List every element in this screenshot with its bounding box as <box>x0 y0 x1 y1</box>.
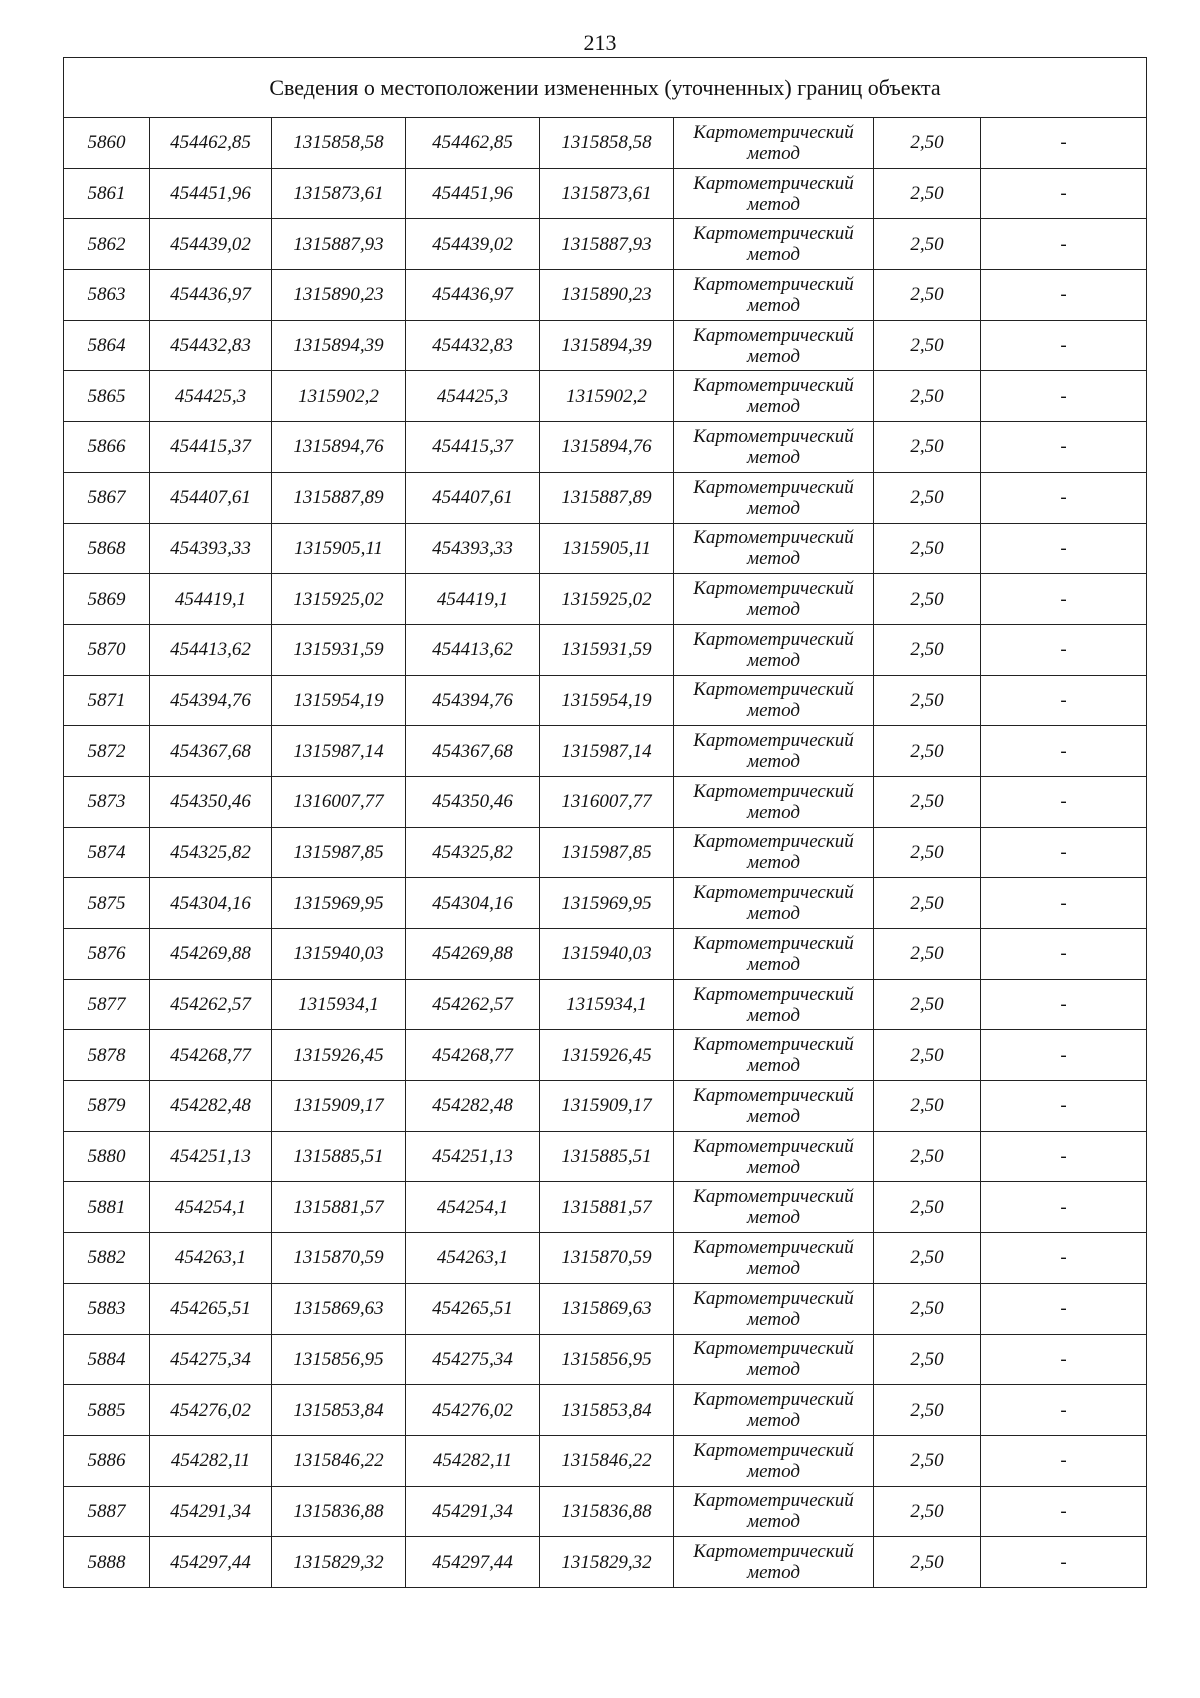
table-caption-row <box>64 58 1147 118</box>
table-row <box>64 726 1147 777</box>
cell-precision: 2,50 <box>874 270 981 321</box>
cell-x-refined: 454291,34 <box>406 1486 540 1537</box>
cell-x-refined: 454263,1 <box>406 1233 540 1284</box>
table-row <box>64 979 1147 1030</box>
cell-method: Картометрический метод <box>674 1081 874 1132</box>
cell-x-existing: 454462,85 <box>150 118 272 169</box>
cell-y-existing: 1315856,95 <box>272 1334 406 1385</box>
cell-note: - <box>981 1081 1147 1132</box>
cell-precision: 2,50 <box>874 827 981 878</box>
cell-point-number: 5870 <box>64 624 150 675</box>
cell-x-existing: 454251,13 <box>150 1131 272 1182</box>
table-row <box>64 1334 1147 1385</box>
cell-y-refined: 1315885,51 <box>540 1131 674 1182</box>
cell-method: Картометрический метод <box>674 1334 874 1385</box>
cell-x-existing: 454297,44 <box>150 1537 272 1588</box>
cell-method: Картометрический метод <box>674 270 874 321</box>
cell-note: - <box>981 1537 1147 1588</box>
cell-x-refined: 454413,62 <box>406 624 540 675</box>
cell-note: - <box>981 523 1147 574</box>
cell-point-number: 5888 <box>64 1537 150 1588</box>
cell-x-refined: 454325,82 <box>406 827 540 878</box>
cell-y-existing: 1315881,57 <box>272 1182 406 1233</box>
cell-y-refined: 1315954,19 <box>540 675 674 726</box>
cell-y-refined: 1315909,17 <box>540 1081 674 1132</box>
cell-method: Картометрический метод <box>674 1131 874 1182</box>
cell-note: - <box>981 371 1147 422</box>
cell-x-refined: 454436,97 <box>406 270 540 321</box>
cell-method: Картометрический метод <box>674 827 874 878</box>
cell-point-number: 5863 <box>64 270 150 321</box>
cell-y-refined: 1315870,59 <box>540 1233 674 1284</box>
cell-y-refined: 1315926,45 <box>540 1030 674 1081</box>
table-row <box>64 1435 1147 1486</box>
cell-precision: 2,50 <box>874 1385 981 1436</box>
table-row <box>64 574 1147 625</box>
cell-x-existing: 454350,46 <box>150 776 272 827</box>
table-row <box>64 270 1147 321</box>
cell-y-refined: 1315894,39 <box>540 320 674 371</box>
cell-x-refined: 454439,02 <box>406 219 540 270</box>
cell-y-refined: 1315934,1 <box>540 979 674 1030</box>
table-row <box>64 422 1147 473</box>
cell-x-refined: 454262,57 <box>406 979 540 1030</box>
cell-point-number: 5864 <box>64 320 150 371</box>
cell-y-existing: 1316007,77 <box>272 776 406 827</box>
cell-method: Картометрический метод <box>674 168 874 219</box>
cell-x-existing: 454419,1 <box>150 574 272 625</box>
cell-x-refined: 454394,76 <box>406 675 540 726</box>
cell-y-existing: 1315969,95 <box>272 878 406 929</box>
cell-y-existing: 1315934,1 <box>272 979 406 1030</box>
table-row <box>64 1131 1147 1182</box>
cell-note: - <box>981 624 1147 675</box>
cell-y-existing: 1315829,32 <box>272 1537 406 1588</box>
table-row <box>64 1537 1147 1588</box>
cell-precision: 2,50 <box>874 1283 981 1334</box>
cell-precision: 2,50 <box>874 1182 981 1233</box>
cell-method: Картометрический метод <box>674 1233 874 1284</box>
cell-y-existing: 1315925,02 <box>272 574 406 625</box>
cell-precision: 2,50 <box>874 1435 981 1486</box>
cell-precision: 2,50 <box>874 1537 981 1588</box>
cell-precision: 2,50 <box>874 472 981 523</box>
cell-x-refined: 454407,61 <box>406 472 540 523</box>
cell-precision: 2,50 <box>874 371 981 422</box>
cell-y-refined: 1315890,23 <box>540 270 674 321</box>
cell-x-refined: 454254,1 <box>406 1182 540 1233</box>
table-row <box>64 1283 1147 1334</box>
cell-y-refined: 1315881,57 <box>540 1182 674 1233</box>
cell-x-refined: 454432,83 <box>406 320 540 371</box>
cell-x-existing: 454451,96 <box>150 168 272 219</box>
cell-x-refined: 454269,88 <box>406 929 540 980</box>
cell-y-existing: 1315987,14 <box>272 726 406 777</box>
table-row <box>64 118 1147 169</box>
cell-x-existing: 454282,11 <box>150 1435 272 1486</box>
cell-method: Картометрический метод <box>674 726 874 777</box>
cell-point-number: 5873 <box>64 776 150 827</box>
cell-precision: 2,50 <box>874 219 981 270</box>
cell-note: - <box>981 979 1147 1030</box>
cell-note: - <box>981 1385 1147 1436</box>
cell-method: Картометрический метод <box>674 675 874 726</box>
cell-method: Картометрический метод <box>674 624 874 675</box>
cell-point-number: 5882 <box>64 1233 150 1284</box>
table-row <box>64 878 1147 929</box>
table-row <box>64 624 1147 675</box>
cell-point-number: 5872 <box>64 726 150 777</box>
table-row <box>64 1030 1147 1081</box>
cell-point-number: 5868 <box>64 523 150 574</box>
cell-note: - <box>981 219 1147 270</box>
cell-x-existing: 454282,48 <box>150 1081 272 1132</box>
cell-method: Картометрический метод <box>674 1486 874 1537</box>
table-row <box>64 371 1147 422</box>
cell-y-existing: 1315887,89 <box>272 472 406 523</box>
cell-x-existing: 454262,57 <box>150 979 272 1030</box>
cell-x-existing: 454439,02 <box>150 219 272 270</box>
cell-y-existing: 1315885,51 <box>272 1131 406 1182</box>
cell-y-existing: 1315870,59 <box>272 1233 406 1284</box>
table-row <box>64 523 1147 574</box>
cell-precision: 2,50 <box>874 1334 981 1385</box>
cell-method: Картометрический метод <box>674 979 874 1030</box>
cell-note: - <box>981 675 1147 726</box>
cell-x-existing: 454394,76 <box>150 675 272 726</box>
table-row <box>64 1182 1147 1233</box>
cell-x-existing: 454291,34 <box>150 1486 272 1537</box>
cell-method: Картометрический метод <box>674 371 874 422</box>
cell-x-existing: 454304,16 <box>150 878 272 929</box>
cell-precision: 2,50 <box>874 320 981 371</box>
cell-method: Картометрический метод <box>674 1182 874 1233</box>
cell-point-number: 5862 <box>64 219 150 270</box>
table-row <box>64 1385 1147 1436</box>
cell-point-number: 5876 <box>64 929 150 980</box>
cell-method: Картометрический метод <box>674 776 874 827</box>
cell-y-refined: 1315894,76 <box>540 422 674 473</box>
cell-y-refined: 1315931,59 <box>540 624 674 675</box>
cell-point-number: 5871 <box>64 675 150 726</box>
cell-point-number: 5880 <box>64 1131 150 1182</box>
cell-note: - <box>981 1182 1147 1233</box>
cell-note: - <box>981 1283 1147 1334</box>
cell-point-number: 5885 <box>64 1385 150 1436</box>
cell-y-refined: 1315887,93 <box>540 219 674 270</box>
cell-method: Картометрический метод <box>674 320 874 371</box>
cell-x-refined: 454451,96 <box>406 168 540 219</box>
cell-y-existing: 1315890,23 <box>272 270 406 321</box>
cell-note: - <box>981 1435 1147 1486</box>
cell-method: Картометрический метод <box>674 1385 874 1436</box>
cell-x-existing: 454432,83 <box>150 320 272 371</box>
cell-precision: 2,50 <box>874 1131 981 1182</box>
cell-point-number: 5884 <box>64 1334 150 1385</box>
table-row <box>64 675 1147 726</box>
cell-x-refined: 454415,37 <box>406 422 540 473</box>
cell-y-existing: 1315858,58 <box>272 118 406 169</box>
table-row <box>64 929 1147 980</box>
cell-x-existing: 454275,34 <box>150 1334 272 1385</box>
cell-method: Картометрический метод <box>674 1283 874 1334</box>
cell-x-refined: 454304,16 <box>406 878 540 929</box>
cell-point-number: 5879 <box>64 1081 150 1132</box>
cell-y-existing: 1315894,76 <box>272 422 406 473</box>
cell-note: - <box>981 320 1147 371</box>
cell-note: - <box>981 574 1147 625</box>
cell-point-number: 5881 <box>64 1182 150 1233</box>
cell-y-refined: 1315940,03 <box>540 929 674 980</box>
cell-x-existing: 454415,37 <box>150 422 272 473</box>
table-row <box>64 1081 1147 1132</box>
cell-y-existing: 1315887,93 <box>272 219 406 270</box>
table-row <box>64 1486 1147 1537</box>
cell-point-number: 5867 <box>64 472 150 523</box>
cell-point-number: 5878 <box>64 1030 150 1081</box>
cell-point-number: 5869 <box>64 574 150 625</box>
cell-point-number: 5877 <box>64 979 150 1030</box>
page-number: 213 <box>583 30 617 55</box>
cell-precision: 2,50 <box>874 1486 981 1537</box>
cell-note: - <box>981 168 1147 219</box>
cell-precision: 2,50 <box>874 979 981 1030</box>
cell-precision: 2,50 <box>874 675 981 726</box>
cell-point-number: 5875 <box>64 878 150 929</box>
cell-method: Картометрический метод <box>674 523 874 574</box>
cell-x-existing: 454254,1 <box>150 1182 272 1233</box>
table-caption: Сведения о местоположении измененных (уточненных) границ объекта <box>64 58 1147 118</box>
cell-x-refined: 454268,77 <box>406 1030 540 1081</box>
cell-y-refined: 1316007,77 <box>540 776 674 827</box>
cell-y-existing: 1315846,22 <box>272 1435 406 1486</box>
cell-y-existing: 1315909,17 <box>272 1081 406 1132</box>
cell-precision: 2,50 <box>874 929 981 980</box>
cell-y-existing: 1315987,85 <box>272 827 406 878</box>
cell-point-number: 5874 <box>64 827 150 878</box>
cell-y-existing: 1315873,61 <box>272 168 406 219</box>
cell-y-refined: 1315846,22 <box>540 1435 674 1486</box>
cell-note: - <box>981 726 1147 777</box>
cell-y-refined: 1315869,63 <box>540 1283 674 1334</box>
cell-x-refined: 454297,44 <box>406 1537 540 1588</box>
cell-method: Картометрический метод <box>674 1435 874 1486</box>
cell-y-existing: 1315954,19 <box>272 675 406 726</box>
cell-y-refined: 1315829,32 <box>540 1537 674 1588</box>
cell-point-number: 5865 <box>64 371 150 422</box>
cell-point-number: 5861 <box>64 168 150 219</box>
cell-note: - <box>981 1334 1147 1385</box>
cell-y-refined: 1315856,95 <box>540 1334 674 1385</box>
table-row <box>64 320 1147 371</box>
cell-x-refined: 454265,51 <box>406 1283 540 1334</box>
cell-y-refined: 1315873,61 <box>540 168 674 219</box>
cell-x-existing: 454425,3 <box>150 371 272 422</box>
cell-method: Картометрический метод <box>674 472 874 523</box>
cell-y-existing: 1315894,39 <box>272 320 406 371</box>
cell-x-existing: 454269,88 <box>150 929 272 980</box>
cell-note: - <box>981 827 1147 878</box>
cell-x-refined: 454462,85 <box>406 118 540 169</box>
cell-method: Картометрический метод <box>674 929 874 980</box>
cell-x-refined: 454425,3 <box>406 371 540 422</box>
cell-precision: 2,50 <box>874 168 981 219</box>
cell-method: Картометрический метод <box>674 1537 874 1588</box>
cell-x-refined: 454275,34 <box>406 1334 540 1385</box>
cell-precision: 2,50 <box>874 574 981 625</box>
cell-note: - <box>981 1233 1147 1284</box>
cell-x-refined: 454251,13 <box>406 1131 540 1182</box>
cell-y-existing: 1315931,59 <box>272 624 406 675</box>
cell-point-number: 5887 <box>64 1486 150 1537</box>
cell-precision: 2,50 <box>874 624 981 675</box>
table-row <box>64 472 1147 523</box>
cell-precision: 2,50 <box>874 776 981 827</box>
cell-precision: 2,50 <box>874 1233 981 1284</box>
cell-x-existing: 454413,62 <box>150 624 272 675</box>
cell-method: Картометрический метод <box>674 219 874 270</box>
cell-note: - <box>981 1030 1147 1081</box>
cell-x-existing: 454393,33 <box>150 523 272 574</box>
cell-y-existing: 1315926,45 <box>272 1030 406 1081</box>
cell-x-existing: 454268,77 <box>150 1030 272 1081</box>
cell-point-number: 5883 <box>64 1283 150 1334</box>
cell-x-existing: 454263,1 <box>150 1233 272 1284</box>
cell-x-existing: 454265,51 <box>150 1283 272 1334</box>
cell-note: - <box>981 1131 1147 1182</box>
cell-precision: 2,50 <box>874 726 981 777</box>
cell-y-existing: 1315869,63 <box>272 1283 406 1334</box>
cell-y-refined: 1315858,58 <box>540 118 674 169</box>
cell-y-existing: 1315853,84 <box>272 1385 406 1436</box>
cell-method: Картометрический метод <box>674 118 874 169</box>
cell-note: - <box>981 776 1147 827</box>
cell-point-number: 5886 <box>64 1435 150 1486</box>
table-row <box>64 168 1147 219</box>
table-row <box>64 827 1147 878</box>
cell-method: Картометрический метод <box>674 1030 874 1081</box>
table-row <box>64 1233 1147 1284</box>
cell-note: - <box>981 1486 1147 1537</box>
cell-precision: 2,50 <box>874 422 981 473</box>
cell-x-refined: 454393,33 <box>406 523 540 574</box>
cell-x-refined: 454419,1 <box>406 574 540 625</box>
boundary-coordinates-table <box>63 57 1147 1588</box>
cell-method: Картометрический метод <box>674 574 874 625</box>
table-row <box>64 219 1147 270</box>
cell-x-existing: 454276,02 <box>150 1385 272 1436</box>
cell-point-number: 5866 <box>64 422 150 473</box>
cell-x-existing: 454407,61 <box>150 472 272 523</box>
cell-point-number: 5860 <box>64 118 150 169</box>
cell-x-existing: 454436,97 <box>150 270 272 321</box>
cell-y-refined: 1315969,95 <box>540 878 674 929</box>
cell-precision: 2,50 <box>874 118 981 169</box>
table-row <box>64 776 1147 827</box>
cell-y-refined: 1315905,11 <box>540 523 674 574</box>
cell-precision: 2,50 <box>874 878 981 929</box>
cell-x-existing: 454325,82 <box>150 827 272 878</box>
cell-precision: 2,50 <box>874 1081 981 1132</box>
cell-y-refined: 1315987,14 <box>540 726 674 777</box>
cell-x-refined: 454367,68 <box>406 726 540 777</box>
cell-y-existing: 1315905,11 <box>272 523 406 574</box>
cell-y-refined: 1315925,02 <box>540 574 674 625</box>
cell-y-existing: 1315902,2 <box>272 371 406 422</box>
cell-note: - <box>981 422 1147 473</box>
cell-x-refined: 454282,11 <box>406 1435 540 1486</box>
cell-note: - <box>981 878 1147 929</box>
cell-y-refined: 1315902,2 <box>540 371 674 422</box>
cell-note: - <box>981 472 1147 523</box>
cell-method: Картометрический метод <box>674 422 874 473</box>
cell-x-refined: 454350,46 <box>406 776 540 827</box>
cell-y-refined: 1315853,84 <box>540 1385 674 1436</box>
cell-precision: 2,50 <box>874 523 981 574</box>
cell-precision: 2,50 <box>874 1030 981 1081</box>
cell-note: - <box>981 270 1147 321</box>
cell-y-refined: 1315987,85 <box>540 827 674 878</box>
cell-x-refined: 454276,02 <box>406 1385 540 1436</box>
cell-method: Картометрический метод <box>674 878 874 929</box>
cell-y-refined: 1315836,88 <box>540 1486 674 1537</box>
cell-note: - <box>981 118 1147 169</box>
cell-y-refined: 1315887,89 <box>540 472 674 523</box>
cell-y-existing: 1315836,88 <box>272 1486 406 1537</box>
cell-y-existing: 1315940,03 <box>272 929 406 980</box>
cell-x-refined: 454282,48 <box>406 1081 540 1132</box>
cell-x-existing: 454367,68 <box>150 726 272 777</box>
cell-note: - <box>981 929 1147 980</box>
